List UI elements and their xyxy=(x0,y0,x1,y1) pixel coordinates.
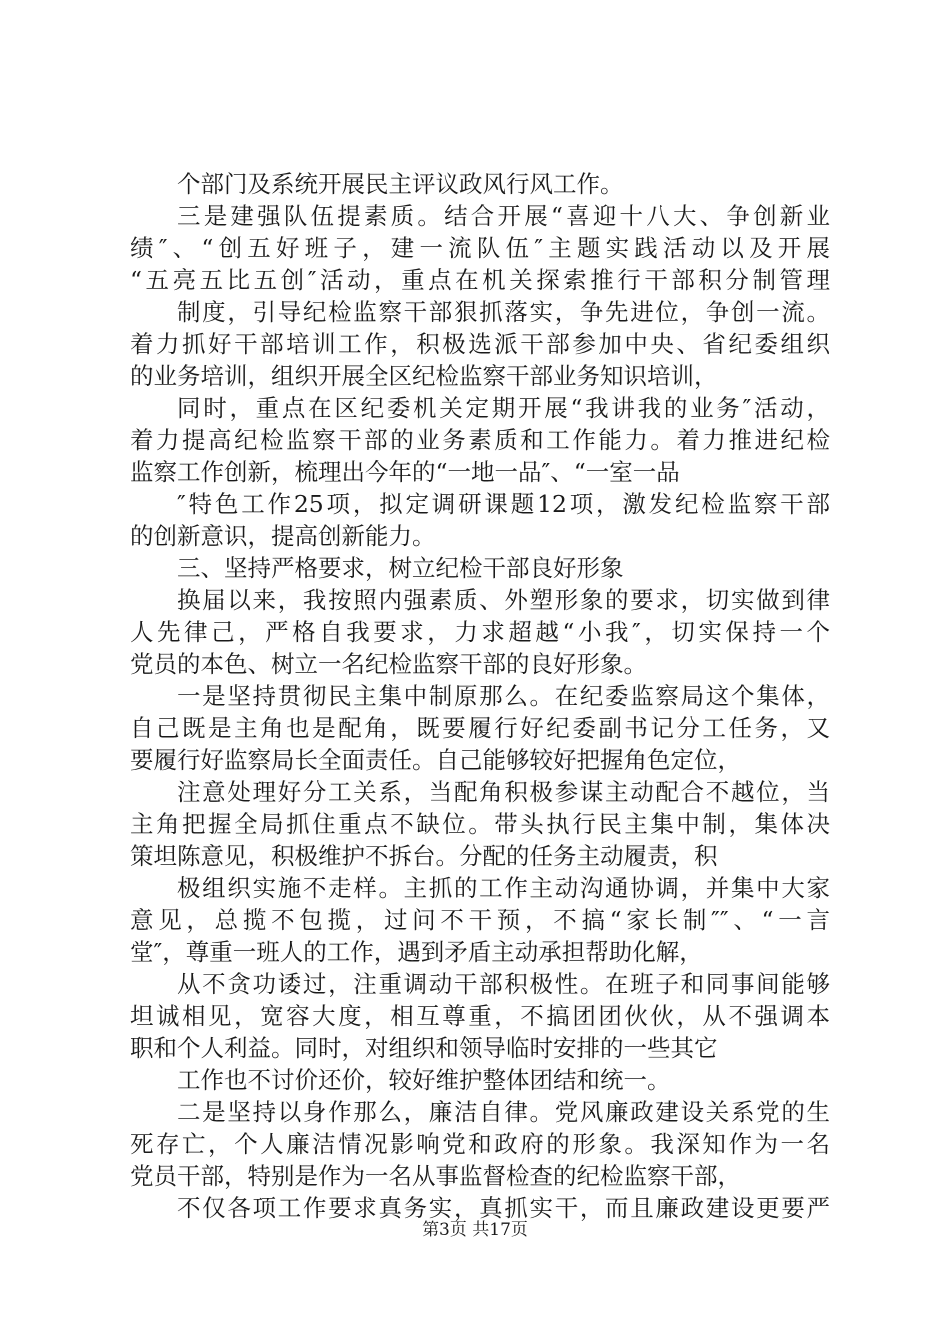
text-line: 要履行好监察局长全面责任。自己能够较好把握角色定位， xyxy=(130,746,741,774)
text-line: 不仅各项工作要求真务实，真抓实干，而且廉政建设更要严 xyxy=(177,1194,830,1222)
page-footer: 第3页 共17页 xyxy=(422,1220,528,1240)
text-line: 的业务培训，组织开展全区纪检监察干部业务知识培训， xyxy=(130,362,718,390)
text-line: 注意处理好分工关系，当配角积极参谋主动配合不越位，当 xyxy=(177,778,830,806)
text-line: 制度，引导纪检监察干部狠抓落实，争先进位，争创一流。 xyxy=(177,298,830,326)
text-line: 职和个人利益。同时，对组织和领导临时安排的一些其它 xyxy=(130,1034,718,1062)
text-line: 死存亡，个人廉洁情况影响党和政府的形象。我深知作为一名 xyxy=(130,1130,830,1158)
text-line: “五亮五比五创″活动，重点在机关探索推行干部积分制管理 xyxy=(130,266,830,294)
text-line: 人先律己，严格自我要求，力求超越“小我″，切实保持一个 xyxy=(130,618,830,646)
text-line: 换届以来，我按照内强素质、外塑形象的要求，切实做到律 xyxy=(177,586,830,614)
text-line: 主角把握全局抓住重点不缺位。带头执行民主集中制，集体决 xyxy=(130,810,830,838)
text-line: 二是坚持以身作那么，廉洁自律。党风廉政建设关系党的生 xyxy=(177,1098,830,1126)
text-line: 三是建强队伍提素质。结合开展“喜迎十八大、争创新业 xyxy=(177,202,830,230)
text-line: 从不贪功诿过，注重调动干部积极性。在班子和同事间能够 xyxy=(177,970,830,998)
text-line: 极组织实施不走样。主抓的工作主动沟通协调，并集中大家 xyxy=(177,874,830,902)
text-line: 坦诚相见，宽容大度，相互尊重，不搞团团伙伙，从不强调本 xyxy=(130,1002,830,1030)
text-line: 的创新意识，提高创新能力。 xyxy=(130,522,436,550)
text-line: 堂″，尊重一班人的工作，遇到矛盾主动承担帮助化解， xyxy=(130,938,703,966)
text-line: 着力抓好干部培训工作，积极选派干部参加中央、省纪委组织 xyxy=(130,330,830,358)
text-line: 着力提高纪检监察干部的业务素质和工作能力。着力推进纪检 xyxy=(130,426,830,454)
text-line: 策坦陈意见，积极维护不拆台。分配的任务主动履责，积 xyxy=(130,842,718,870)
text-line: 工作也不讨价还价，较好维护整体团结和统一。 xyxy=(177,1066,671,1094)
text-line: ″特色工作25项，拟定调研课题12项，激发纪检监察干部 xyxy=(177,490,830,518)
text-line: 自己既是主角也是配角，既要履行好纪委副书记分工任务，又 xyxy=(130,714,830,742)
text-line: 一是坚持贯彻民主集中制原那么。在纪委监察局这个集体， xyxy=(177,682,830,710)
text-line: 监察工作创新，梳理出今年的“一地一品″、“一室一品 xyxy=(130,458,680,486)
text-line: 三、坚持严格要求，树立纪检干部良好形象 xyxy=(177,554,624,582)
text-line: 个部门及系统开展民主评议政风行风工作。 xyxy=(177,170,624,198)
document-body xyxy=(130,168,830,1224)
text-line: 党员干部，特别是作为一名从事监督检查的纪检监察干部， xyxy=(130,1162,741,1190)
text-line: 党员的本色、树立一名纪检监察干部的良好形象。 xyxy=(130,650,647,678)
text-line: 同时，重点在区纪委机关定期开展“我讲我的业务″活动， xyxy=(177,394,830,422)
text-line: 意见，总揽不包揽，过问不干预，不搞“家长制″″、“一言 xyxy=(130,906,830,934)
text-line: 绩″、“创五好班子，建一流队伍″主题实践活动以及开展 xyxy=(130,234,830,262)
